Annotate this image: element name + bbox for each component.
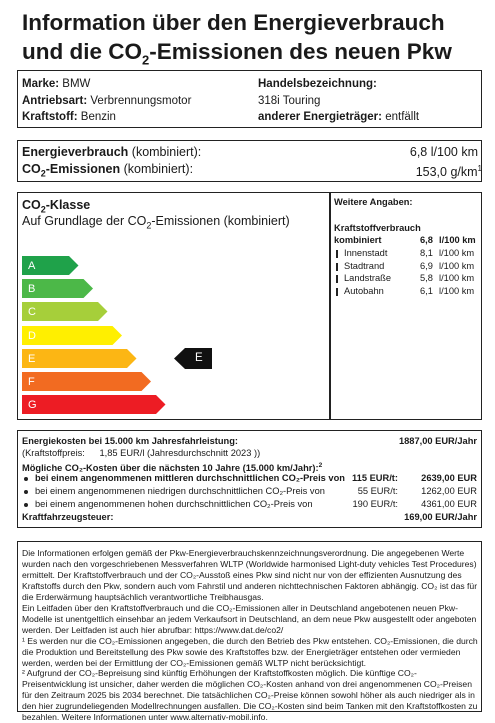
fuel-price-label: (Kraftstoffpreis:: [22, 448, 85, 458]
title-co2-sub: 2: [142, 52, 150, 68]
row-marker: [336, 275, 338, 283]
combined-value: 6,8: [420, 235, 433, 245]
footnote-paragraph-2: Ein Leitfaden über den Kraftstoffverbrauch und die CO₂-Emissionen aller in Deutschland angebotenen neuen Pkw-Modelle ist unentgeltlich einsehbar an jedem Verkaufsort in Deutschland, an dem neue Pkw ausgestellt oder angeboten werden. Der Leitfaden ist auch hier abrufbar: https://www.dat.de/co2/: [22, 602, 477, 635]
co2-class-arrow-e: [22, 349, 137, 368]
energy-cost-value: 1887,00 EUR/Jahr: [398, 436, 477, 446]
fuel-price-row: [22, 448, 260, 460]
co2-footnote-ref: 1: [477, 164, 482, 173]
breakdown-label: Autobahn: [344, 285, 384, 296]
energy-cost-label: Energiekosten bei 15.000 km Jahresfahrleistung:: [22, 436, 238, 446]
fuel-row: [22, 110, 116, 124]
row-marker: [336, 263, 338, 271]
co2-class-letter: F: [28, 376, 35, 388]
breakdown-unit: l/100 km: [439, 260, 475, 271]
co2-class-letter: A: [28, 260, 36, 272]
tax-value: 169,00 EUR/Jahr: [404, 512, 477, 522]
co2-class-arrow-g: [22, 395, 166, 414]
current-class-letter: E: [195, 351, 203, 364]
drive-row: [22, 94, 191, 108]
scenario-text: bei einem angenommenen niedrigen durchschnittlichen CO₂-Preis von: [35, 486, 325, 496]
fuel-value: Benzin: [80, 111, 116, 123]
co2-class-letter: G: [28, 399, 37, 412]
co2-unit: g/km: [450, 165, 478, 180]
title-line-2: [22, 37, 482, 75]
co2-class-arrow-c: [22, 302, 108, 321]
bullet: [24, 477, 28, 481]
energy-value-cell: [410, 144, 478, 160]
co2-class-letter: D: [28, 329, 36, 342]
trade-label: Handelsbezeichnung:: [258, 78, 377, 90]
scenario-text: bei einem angenommenen hohen durchschnittlichen CO₂-Preis von: [35, 499, 313, 509]
co2-label: $CO_2$-Emissionen: [22, 162, 121, 179]
co2-value-cell: [416, 161, 482, 180]
energy-unit: l/100 km: [430, 145, 478, 159]
drive-label: Antriebsart:: [22, 95, 88, 107]
combined-unit: l/100 km: [439, 235, 476, 245]
scenario-value: 4361,00 EUR: [421, 499, 477, 509]
co2-class-arrow-b: [22, 279, 94, 298]
breakdown-value: 8,1: [420, 248, 433, 258]
co2-suffix: (kombiniert):: [123, 162, 194, 176]
bullet: [24, 503, 28, 507]
energy-label: Energieverbrauch: [22, 145, 129, 159]
tax-label: Kraftfahrzeugsteuer:: [22, 512, 114, 522]
make-label: Marke:: [22, 78, 60, 90]
breakdown-unit: l/100 km: [439, 273, 475, 284]
possible-co2-costs-label: Mögliche CO₂-Kosten über die nächsten 10 Jahre (15.000 km/Jahr):$^2$: [22, 462, 323, 474]
co2-row: [22, 161, 193, 182]
scenario-price: 190 EUR/t:: [352, 499, 398, 509]
trade-value: 318i Touring: [258, 95, 321, 107]
co2-class-heading: $CO_2$-Klasse: [22, 198, 91, 215]
row-marker: [336, 288, 338, 296]
row-marker: [336, 250, 338, 258]
fuel-price-value: 1,85 EUR/l (Jahresdurchschnitt 2023 )): [99, 448, 261, 458]
breakdown-value: 6,1: [420, 285, 433, 296]
drive-value: Verbrennungsmotor: [90, 95, 192, 107]
energy-suffix: (kombiniert):: [131, 145, 202, 159]
fuel-label: Kraftstoff:: [22, 111, 78, 123]
title-line-1: Information über den Energieverbrauch: [22, 10, 445, 35]
other-energy-row: [258, 110, 419, 124]
bullet: [24, 490, 28, 494]
co2-class-arrow-a: [22, 256, 79, 275]
current-class-indicator: [174, 348, 212, 369]
co2-class-arrow-d: [22, 326, 123, 345]
co2-value: 153,0: [415, 165, 447, 180]
further-heading: Weitere Angaben:: [334, 197, 413, 207]
scenario-price: 55 EUR/t:: [357, 486, 398, 496]
make-value: BMW: [62, 78, 91, 90]
label-title: [22, 8, 482, 75]
energy-row: [22, 144, 201, 160]
breakdown-unit: l/100 km: [439, 285, 475, 296]
co2-class-letter: C: [28, 306, 36, 319]
co2-class-subheading: Auf Grundlage der $CO_2$-Emissionen (kombiniert): [22, 214, 290, 231]
footnotes-text: [22, 548, 478, 723]
footnote-paragraph-4: ² Aufgrund der CO₂-Bepreisung sind künftig Erhöhungen der Kraftstoffkosten möglich. Die künftige CO₂-Preisentwicklung ist unsicher, daher werden die möglichen CO₂-Kosten anhand von drei angenommenen CO₂-Preisen für den Zeitraum 2025 bis 2034 berechnet. Die tatsächlichen CO₂-Preise können sowohl höher als auch niedriger als in den hier zugrundeliegenden Modellrechnungen ausfallen. Die CO₂-Kosten sind beim Tanken mit den Kraftstoffkosten zu bezahlen. Weitere Informationen unter www.alternativ-mobil.info.: [22, 668, 478, 723]
breakdown-value: 6,9: [420, 260, 433, 271]
energy-value: 6,8: [409, 145, 428, 159]
other-energy-value: entfällt: [385, 111, 420, 123]
scenario-text: bei einem angenommenen mittleren durchschnittlichen CO₂-Preis von: [35, 473, 345, 483]
co2-class-letter: E: [28, 352, 36, 365]
co2-class-arrow-f: [22, 372, 152, 391]
column-divider: [329, 192, 331, 420]
scenario-price: 115 EUR/t:: [352, 473, 398, 483]
breakdown-unit: l/100 km: [439, 248, 475, 258]
breakdown-label: Stadtrand: [344, 260, 385, 271]
breakdown-label: Innenstadt: [344, 248, 388, 258]
breakdown-label: Landstraße: [344, 273, 392, 284]
fuel-consumption-label: Kraftstoffverbrauch: [334, 223, 421, 233]
breakdown-value: 5,8: [420, 273, 433, 284]
footnote-paragraph-3: ¹ Es werden nur die CO₂-Emissionen angegeben, die durch den Betrieb des Pkw entstehen. CO₂-Emissionen, die durch die Produktion und Bereitstellung des Pkw sowie des Kraftstoffes bzw. der Energieträger entstehen oder vermieden werden, werden bei der Ermittlung der CO₂-Emissionen gemäß WLTP nicht berücksichtigt.: [22, 635, 478, 668]
scenario-value: 1262,00 EUR: [421, 486, 477, 496]
title-co2-prefix: und die CO: [22, 39, 142, 64]
title-co2-suffix: -Emissionen des neuen Pkw: [149, 39, 452, 64]
footnote-paragraph-1: Die Informationen erfolgen gemäß der Pkw-Energieverbrauchskennzeichnungsverordnung. Die angegebenen Werte wurden nach den vorgeschriebenen Messverfahren WLTP (Worldwide harmonised Light-duty vehicles Test Procedures) ermittelt. Der Kraftstoffverbrauch und der CO₂-Ausstoß eines Pkw sind nicht nur von der effizienten Ausnutzung des Kraftstoffs durch den Pkw, sondern auch vom Fahrstil und anderen nichttechnischen Faktoren abhängig. CO₂ ist das für die Erderwärmung hauptsächlich verantwortliche Treibhausgas.: [22, 548, 478, 602]
other-energy-label: anderer Energieträger:: [258, 111, 382, 123]
combined-label: kombiniert: [334, 235, 382, 245]
scenario-value: 2639,00 EUR: [421, 473, 477, 483]
co2-class-letter: B: [28, 283, 36, 296]
make-row: [22, 77, 90, 91]
